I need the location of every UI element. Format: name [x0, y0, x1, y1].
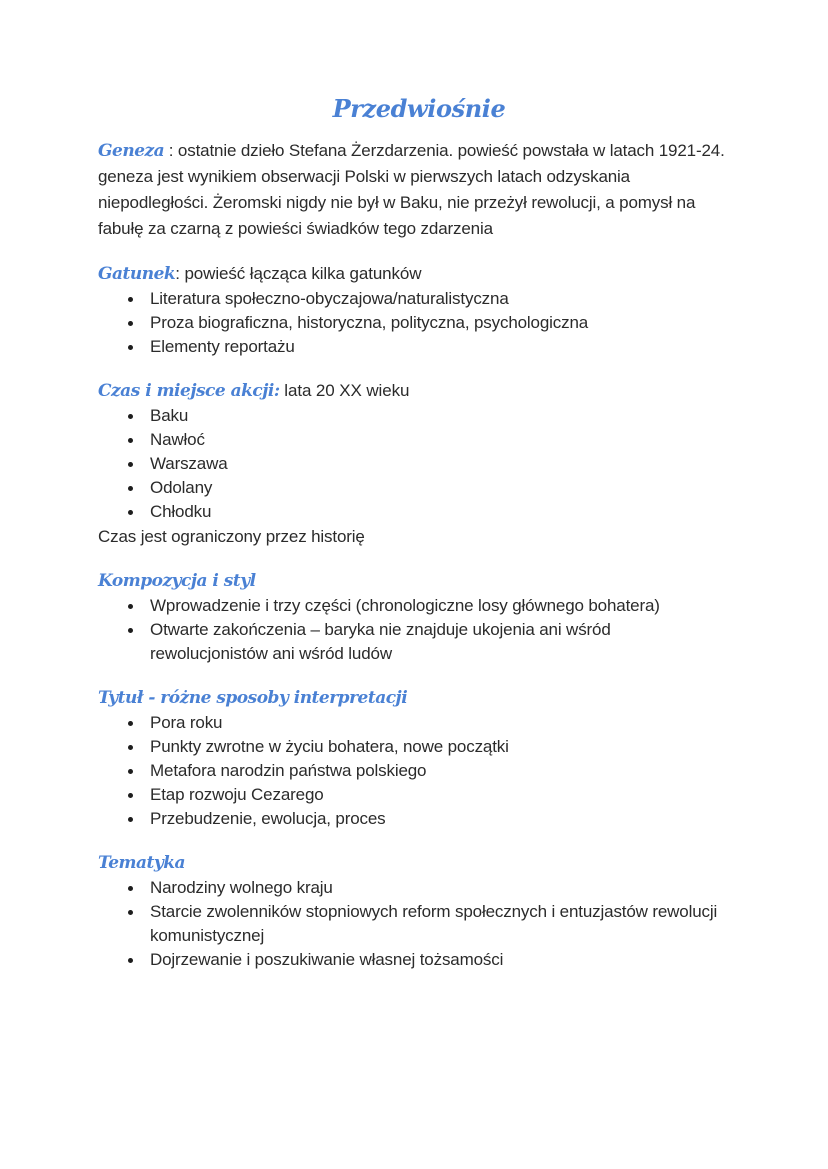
bullet-list: [98, 594, 730, 666]
bullet-list: [98, 876, 730, 972]
section: [98, 378, 730, 549]
list-item: Dojrzewanie i poszukiwanie własnej tożsamości: [98, 948, 730, 972]
list-item: Chłodku: [98, 500, 730, 524]
list-item: Pora roku: [98, 711, 730, 735]
list-item: Nawłoć: [98, 428, 730, 452]
section-heading: [98, 138, 730, 242]
list-item: Literatura społeczno-obyczajowa/naturalistyczna: [98, 287, 730, 311]
section: [98, 568, 730, 666]
section-heading-label: Geneza: [98, 141, 165, 162]
sections-container: [98, 138, 730, 972]
section-heading: [98, 261, 730, 287]
list-item: Baku: [98, 404, 730, 428]
section-heading-label: Czas i miejsce akcji:: [98, 381, 280, 402]
section: [98, 261, 730, 359]
list-item: Metafora narodzin państwa polskiego: [98, 759, 730, 783]
section-heading-text: ostatnie dzieło Stefana Żerzdarzenia. powieść powstała w latach 1921-24. geneza jest wynikiem obserwacji Polski w pierwszych latach odzyskania niepodległości. Żeromski nigdy nie był w Baku, nie przeżył rewolucji, a pomysł na fabułę za czarną z powieści świadków tego zdarzenia: [98, 141, 725, 239]
list-item: Elementy reportażu: [98, 335, 730, 359]
section-heading-label: Tytuł - różne sposoby interpretacji: [98, 688, 408, 709]
list-item: Przebudzenie, ewolucja, proces: [98, 807, 730, 831]
note-sheet: [98, 96, 730, 972]
section-heading-text: lata 20 XX wieku: [284, 381, 410, 401]
list-item: Otwarte zakończenia – baryka nie znajduje ukojenia ani wśród rewolucjonistów ani wśród ludów: [98, 618, 730, 666]
bullet-list: [98, 711, 730, 831]
section: [98, 850, 730, 972]
section-heading: [98, 378, 730, 404]
list-item: Punkty zwrotne w życiu bohatera, nowe początki: [98, 735, 730, 759]
section-heading: [98, 568, 730, 594]
section-heading-label: Gatunek: [98, 264, 176, 285]
section: [98, 138, 730, 242]
page-title: Przedwiośnie: [332, 94, 506, 123]
list-item: Proza biograficzna, historyczna, polityczna, psychologiczna: [98, 311, 730, 335]
section-heading-separator: :: [164, 141, 178, 161]
bullet-list: [98, 287, 730, 359]
section-heading-text: powieść łącząca kilka gatunków: [184, 264, 422, 284]
section-heading-label: Tematyka: [98, 853, 186, 874]
section-heading-separator: :: [175, 264, 185, 284]
list-item: Narodziny wolnego kraju: [98, 876, 730, 900]
list-item: Etap rozwoju Cezarego: [98, 783, 730, 807]
section: [98, 685, 730, 831]
bullet-list: [98, 404, 730, 524]
list-item: Wprowadzenie i trzy części (chronologiczne losy głównego bohatera): [98, 594, 730, 618]
section-heading: [98, 850, 730, 876]
list-item: Warszawa: [98, 452, 730, 476]
section-heading-label: Kompozycja i styl: [98, 571, 256, 592]
section-trailing-text: Czas jest ograniczony przez historię: [98, 527, 365, 547]
list-item: Odolany: [98, 476, 730, 500]
list-item: Starcie zwolenników stopniowych reform społecznych i entuzjastów rewolucji komunistycznej: [98, 900, 730, 948]
section-heading: [98, 685, 730, 711]
